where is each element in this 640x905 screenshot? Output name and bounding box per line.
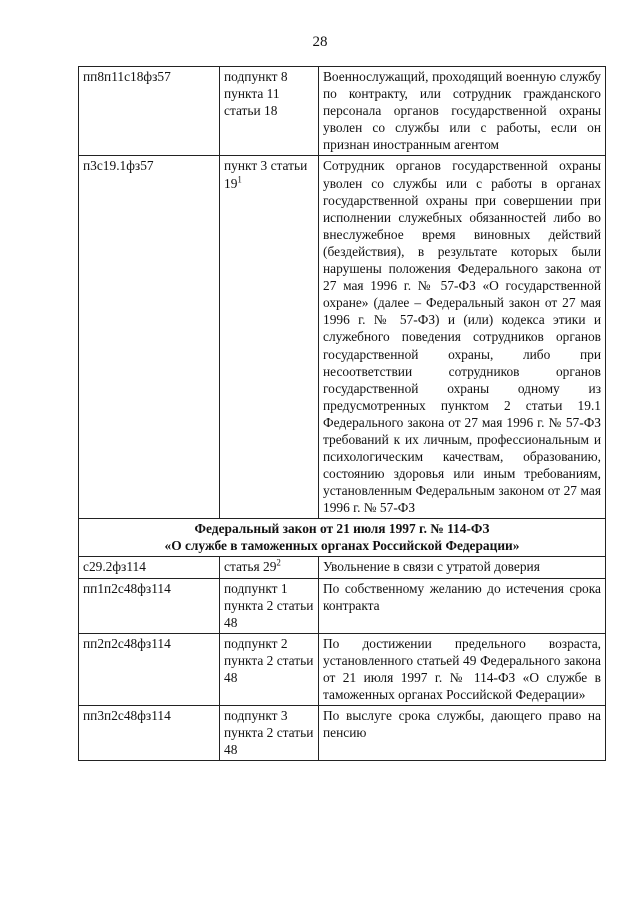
reference-superscript: 1 (237, 174, 242, 185)
description-cell: Военнослужащий, проходящий военную службу по контракту, или сотрудник гражданского персонала органов государственной охраны уволен со службы или с работы, если он признан иностранным агентом (319, 67, 606, 156)
table-row (79, 557, 606, 578)
code-cell: п3с19.1фз57 (79, 156, 220, 519)
table-row (79, 706, 606, 761)
section-header-row (79, 519, 606, 557)
reference-superscript: 2 (276, 557, 281, 568)
code-cell: пп3п2с48фз114 (79, 706, 220, 761)
code-cell: пп1п2с48фз114 (79, 578, 220, 633)
code-cell: пп8п11с18фз57 (79, 67, 220, 156)
section-title-line-1: Федеральный закон от 21 июля 1997 г. № 114-ФЗ (194, 521, 490, 537)
table-row (79, 578, 606, 633)
table-row (79, 156, 606, 519)
reference-cell: подпункт 3 пункта 2 статьи 48 (220, 706, 319, 761)
reference-text: пункт 3 статьи 19 (224, 158, 308, 191)
dismissal-grounds-table (78, 66, 606, 761)
description-cell: По достижении предельного возраста, установленного статьей 49 Федерального закона от 21 июля 1997 г. № 114-ФЗ «О службе в таможенных органах Российской Федерации» (319, 633, 606, 705)
section-title-line-2: «О службе в таможенных органах Российской Федерации» (164, 538, 520, 554)
description-cell: Сотрудник органов государственной охраны уволен со службы или с работы в органах государственной охраны при совершении при исполнении служебных обязанностей либо во внеслужебное время виновных действий (бездействия), в результате которых были нарушены положения Федерального закона от 27 мая 1996 г. № 57-ФЗ «О государственной охране» (далее – Федеральный закон от 27 мая 1996 г. № 57-ФЗ) и (или) кодекса этики и служебного поведения сотрудников органов государственной охраны, либо при несоответствии сотрудников органов государственной охраны одному из предусмотренных пунктом 2 статьи 19.1 Федерального закона от 27 мая 1996 г. № 57-ФЗ требований к их личным, профессиональным и психологическим качествам, образованию, состоянию здоровья или иным требованиям, установленным Федеральным законом от 27 мая 1996 г. № 57-ФЗ (319, 156, 606, 519)
table-row (79, 67, 606, 156)
section-header (79, 519, 606, 557)
code-cell: с29.2фз114 (79, 557, 220, 578)
reference-cell (220, 557, 319, 578)
description-cell: По выслуге срока службы, дающего право на пенсию (319, 706, 606, 761)
description-cell: По собственному желанию до истечения срока контракта (319, 578, 606, 633)
description-cell: Увольнение в связи с утратой доверия (319, 557, 606, 578)
table-row (79, 633, 606, 705)
reference-cell: подпункт 8 пункта 11 статьи 18 (220, 67, 319, 156)
reference-cell: подпункт 1 пункта 2 статьи 48 (220, 578, 319, 633)
page-number: 28 (312, 34, 328, 50)
reference-cell (220, 156, 319, 519)
reference-cell: подпункт 2 пункта 2 статьи 48 (220, 633, 319, 705)
code-cell: пп2п2с48фз114 (79, 633, 220, 705)
reference-text: статья 29 (224, 559, 277, 575)
